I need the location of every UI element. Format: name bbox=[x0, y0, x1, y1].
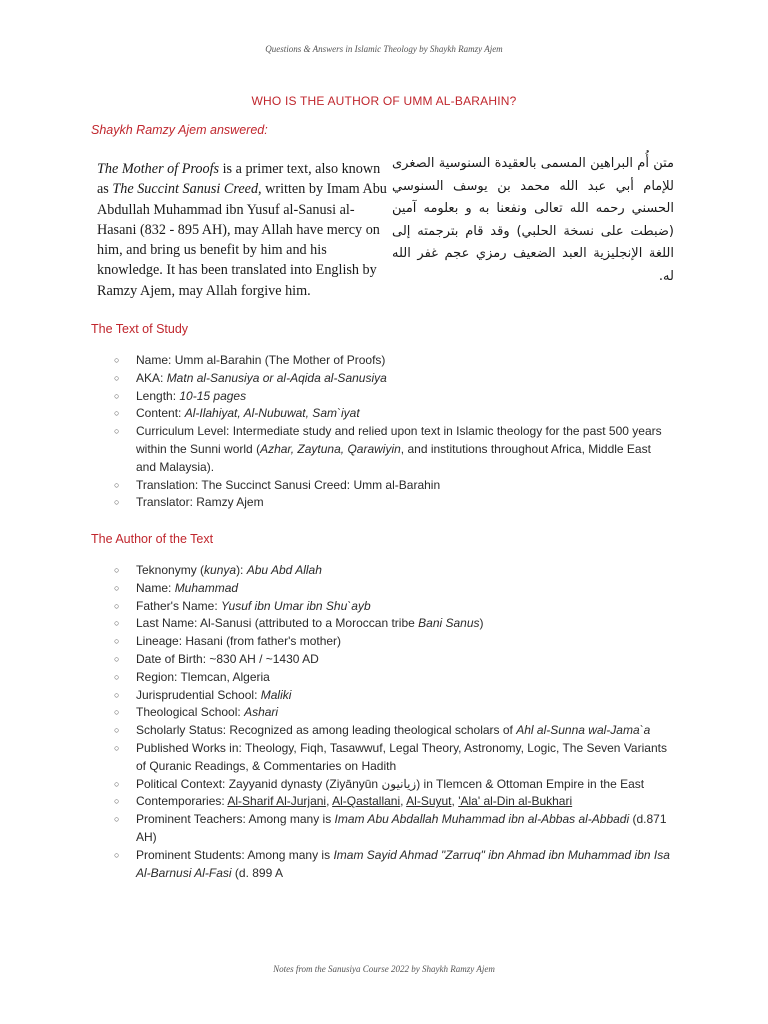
list-item: ○ Translation: The Succinct Sanusi Creed: Umm al-Barahin bbox=[114, 477, 674, 495]
bullet-icon: ○ bbox=[114, 355, 120, 365]
list-item: ○ Prominent Teachers: Among many is Imam Abu Abdallah Muhammad ibn al-Abbas al-Abbadi (d.871 AH) bbox=[114, 812, 667, 844]
list-item: ○ AKA: Matn al-Sanusiya or al-Aqida al-Sanusiya bbox=[114, 370, 674, 388]
bullet-icon: ○ bbox=[114, 618, 120, 629]
bullet-icon: ○ bbox=[114, 689, 120, 700]
list-item: ○ Name: Muhammad bbox=[114, 580, 674, 598]
text-of-study-heading: The Text of Study bbox=[91, 322, 189, 336]
arabic-intro: متن أُم البراهين المسمى بالعقيدة السنوسية الصغرى للإمام أبي عبد الله محمد بن يوسف السنوسي الحسني رحمه الله تعالى ونفعنا به و بعلومه آمين (ضبطت على نسخة الحلبي) وقد قام بترجمته إلى اللغة الإنجليزية العبد الضعيف رمزي عجم غفر الله له. bbox=[392, 156, 674, 284]
intro-text-2: , written by Imam Abu Abdullah Muhammad ibn Yusuf al-Sanusi al-Hasani (832 - 895 AH), may Allah have mercy on him, and bring us benefit by him and his knowledge. It has been translated into English by Ramzy Ajem, may Allah forgive him. bbox=[97, 181, 387, 299]
list-item: ○ Published Works in: Theology, Fiqh, Tasawwuf, Legal Theory, Astronomy, Logic, The Seven Variants of Quranic Readings, & Commentaries on Hadith bbox=[114, 740, 667, 773]
list-item: ○ Political Context: Zayyanid dynasty (Ziyānyūn زيانيون) in Tlemcen & Ottoman Empire in the East bbox=[114, 776, 674, 794]
list-item: ○ Content: Al-Ilahiyat, Al-Nubuwat, Sam`iyat bbox=[114, 405, 674, 423]
list-item: ○ Scholarly Status: Recognized as among leading theological scholars of Ahl al-Sunna wal-Jama`a bbox=[114, 722, 674, 740]
bullet-icon: ○ bbox=[114, 778, 120, 789]
bullet-icon: ○ bbox=[114, 372, 120, 383]
answered-by: Shaykh Ramzy Ajem answered: bbox=[91, 123, 268, 137]
list-item: ○ Prominent Students: Among many is Imam Sayid Ahmad "Zarruq" ibn Ahmad ibn Muhammad ibn Isa Al-Barnusi Al-Fasi (d. 899 A bbox=[114, 847, 670, 880]
list-item: ○ Jurisprudential School: Maliki bbox=[114, 687, 674, 705]
bullet-icon: ○ bbox=[114, 426, 120, 437]
bullet-icon: ○ bbox=[114, 497, 120, 508]
contemporary-link[interactable]: 'Ala' al-Din al-Bukhari bbox=[458, 794, 573, 809]
author-list bbox=[114, 562, 674, 882]
list-item: ○ Region: Tlemcan, Algeria bbox=[114, 669, 674, 687]
study-list bbox=[114, 352, 674, 512]
bullet-icon: ○ bbox=[114, 742, 120, 753]
bullet-icon: ○ bbox=[114, 849, 120, 860]
list-item: ○ Curriculum Level: Intermediate study and relied upon text in Islamic theology for the past 500 years within the Sunni world (Azhar, Zaytuna, Qarawiyin, and institutions throughout Africa, Middle East and Malaysia). bbox=[114, 424, 662, 474]
list-item: ○ Teknonymy (kunya): Abu Abd Allah bbox=[114, 562, 674, 580]
question-title: WHO IS THE AUTHOR OF UMM AL-BARAHIN? bbox=[251, 94, 517, 108]
english-intro bbox=[97, 159, 387, 301]
bullet-icon: ○ bbox=[114, 636, 120, 647]
contemporary-link[interactable]: Al-Suyut bbox=[406, 794, 452, 809]
list-item: ○ Last Name: Al-Sanusi (attributed to a Moroccan tribe Bani Sanus) bbox=[114, 615, 674, 633]
contemporary-link[interactable]: Al-Sharif Al-Jurjani bbox=[227, 794, 327, 809]
list-item: ○ Translator: Ramzy Ajem bbox=[114, 494, 674, 512]
bullet-icon: ○ bbox=[114, 565, 120, 575]
bullet-icon: ○ bbox=[114, 600, 120, 611]
list-item: ○ Contemporaries: Al-Sharif Al-Jurjani, Al-Qastallani, Al-Suyut, 'Ala' al-Din al-Bukhari bbox=[114, 793, 674, 811]
bullet-icon: ○ bbox=[114, 707, 120, 718]
bullet-icon: ○ bbox=[114, 390, 120, 401]
page-header: Questions & Answers in Islamic Theology by Shaykh Ramzy Ajem bbox=[265, 44, 503, 54]
bullet-icon: ○ bbox=[114, 582, 120, 593]
book-aka: The Succint Sanusi Creed bbox=[112, 181, 259, 198]
author-heading: The Author of the Text bbox=[91, 532, 214, 546]
bullet-icon: ○ bbox=[114, 671, 120, 682]
bullet-icon: ○ bbox=[114, 725, 120, 736]
list-item: ○ Length: 10-15 pages bbox=[114, 388, 674, 406]
intro-text-1: is a primer text, also known as bbox=[97, 161, 381, 198]
list-item: ○ Father's Name: Yusuf ibn Umar ibn Shu`ayb bbox=[114, 598, 674, 616]
list-item: ○ Lineage: Hasani (from father's mother) bbox=[114, 633, 674, 651]
page-footer: Notes from the Sanusiya Course 2022 by Shaykh Ramzy Ajem bbox=[273, 964, 495, 974]
bullet-icon: ○ bbox=[114, 814, 120, 825]
bullet-icon: ○ bbox=[114, 653, 120, 664]
book-name: The Mother of Proofs bbox=[97, 161, 220, 177]
bullet-icon: ○ bbox=[114, 796, 120, 807]
contemporary-link[interactable]: Al-Qastallani bbox=[332, 794, 401, 809]
list-item: ○ Name: Umm al-Barahin (The Mother of Proofs) bbox=[114, 352, 674, 370]
bullet-icon: ○ bbox=[114, 408, 120, 419]
bullet-icon: ○ bbox=[114, 479, 120, 490]
list-item: ○ Theological School: Ashari bbox=[114, 704, 674, 722]
list-item: ○ Date of Birth: ~830 AH / ~1430 AD bbox=[114, 651, 674, 669]
